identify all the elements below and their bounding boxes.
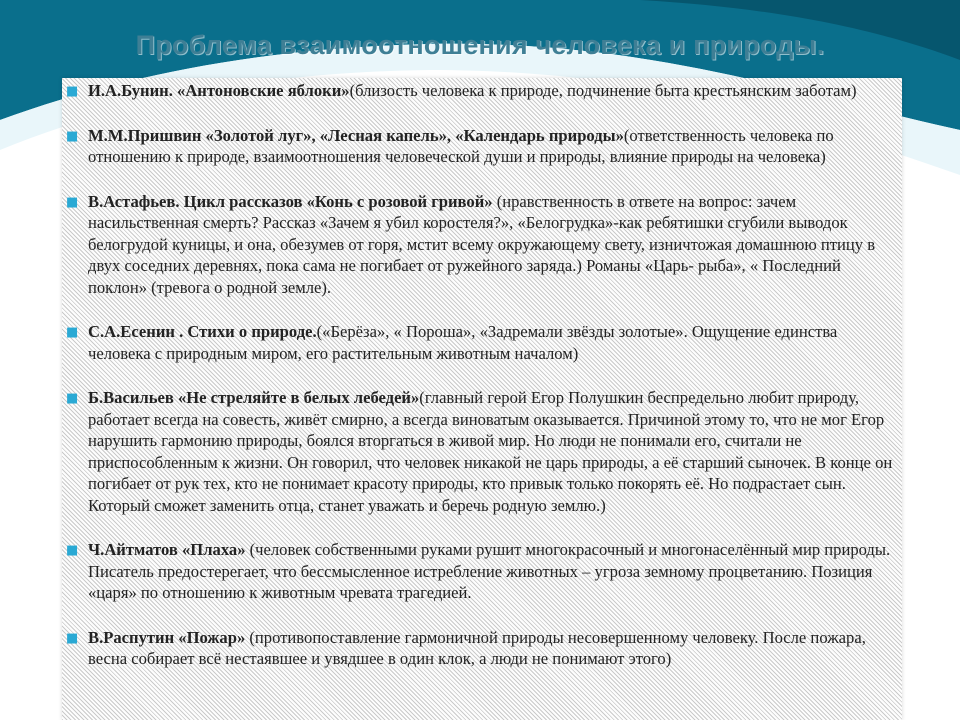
item-heading: В.Астафьев. Цикл рассказов «Конь с розовой гривой» xyxy=(88,191,493,211)
square-bullet-icon: ■ xyxy=(66,391,79,406)
slide-title: Проблема взаимоотношения человека и природы. xyxy=(135,30,825,60)
item-heading: И.А.Бунин. «Антоновские яблоки» xyxy=(88,81,350,100)
list-item xyxy=(66,125,896,168)
list-item xyxy=(66,80,896,102)
list-item xyxy=(66,191,896,299)
item-text: (нравственность в ответе на вопрос: зачем насильственная смерть? Рассказ «Зачем я убил коростеля?», «Белогрудка»-как ребятишки сгубили выводок белогрудой куницы, и она, обезумев от горя, мстит всему окружающему свету, изничтожая домашнюю птицу в двух соседних деревнях, пока сама не погибает от ружейного заряда.) Романы «Царь- рыба», « Последний поклон» (тревога о родной земле). xyxy=(88,191,876,297)
list-item xyxy=(66,321,896,364)
item-heading: С.А.Есенин . Стихи о природе. xyxy=(88,322,317,341)
list-item xyxy=(66,627,896,670)
item-text: (ответственность человека по отношению к природе, взаимоотношения человеческой души и природы, влияние природы на человека) xyxy=(88,125,834,166)
item-text: (близость человека к природе, подчинение быта крестьянским заботам) xyxy=(349,81,857,100)
square-bullet-icon: ■ xyxy=(66,543,79,558)
square-bullet-icon: ■ xyxy=(66,128,79,144)
list-item xyxy=(66,539,896,604)
item-text: (противопоставление гармоничной природы несовершенному человеку. После пожара, весна собирает всё нестаявшее и увядшее в один клок, а люди не понимают этого) xyxy=(88,627,866,668)
item-heading: Б.Васильев «Не стреляйте в белых лебедей» xyxy=(88,388,420,407)
item-heading: М.М.Пришвин «Золотой луг», «Лесная капель», «Календарь природы» xyxy=(88,125,624,145)
work-list xyxy=(62,78,902,670)
content-panel xyxy=(62,78,902,720)
square-bullet-icon: ■ xyxy=(66,84,79,99)
item-text: («Берёза», « Пороша», «Задремали звёзды золотые». Ощущение единства человека с природным миром, его растительным животным началом) xyxy=(88,322,838,363)
list-item xyxy=(66,387,896,516)
square-bullet-icon: ■ xyxy=(66,194,79,210)
item-text: (человек собственными руками рушит многокрасочный и многонаселённый мир природы. Писатель предостерегает, что бессмысленное истребление животных – угроза земному процветанию. Позиция «царя» по отношению к животным чревата трагедией. xyxy=(88,540,891,602)
item-heading: В.Распутин «Пожар» xyxy=(88,627,246,647)
square-bullet-icon: ■ xyxy=(66,630,79,646)
item-text: (главный герой Егор Полушкин беспредельно любит природу, работает всегда на совесть, живёт смирно, а всегда виноватым оказывается. Причиной этому то, что не мог Егор нарушить гармонию природы, боялся вторгаться в живой мир. Но люди не понимали его, считали не приспособленным к жизни. Он говорил, что человек никакой не царь природы, а её старший сыночек. В конце он погибает от рук тех, кто не понимает красоту природы, кто привык только покорять её. Но подрастает сын. Который сможет заменить отца, станет уважать и беречь родную землю.) xyxy=(88,388,893,515)
item-heading: Ч.Айтматов «Плаха» xyxy=(88,540,246,559)
square-bullet-icon: ■ xyxy=(66,325,79,340)
